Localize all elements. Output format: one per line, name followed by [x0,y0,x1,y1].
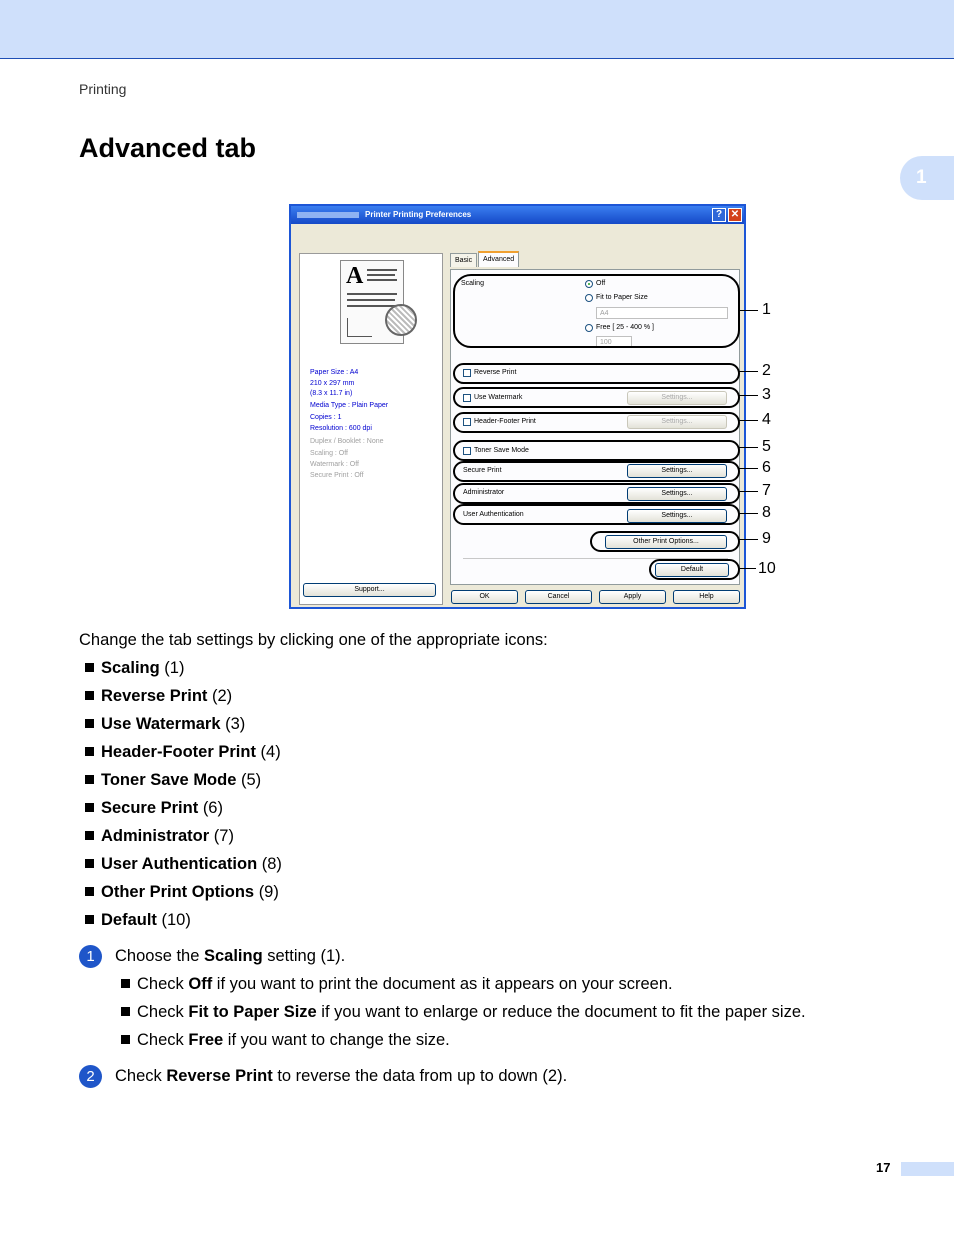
option-number: (6) [202,799,223,817]
list-item [85,743,282,771]
list-item [85,799,282,827]
preview-info-line: Duplex / Booklet : None [310,438,384,445]
close-icon[interactable]: ✕ [728,208,742,222]
option-name: Use Watermark [101,715,221,733]
user-authentication-label: User Authentication [463,511,524,518]
page-number-bar [901,1162,954,1176]
callout-leader [738,491,758,492]
chapter-tab: 1 [900,156,954,200]
callout-number: 6 [762,459,771,476]
substep: Check Free if you want to change the size. [121,1031,450,1050]
callout-leader [738,468,758,469]
step-text: Choose the Scaling setting (1). [115,947,346,965]
list-item [85,715,282,743]
callout-oval-7 [453,483,740,504]
help-button[interactable]: Help [673,590,740,604]
option-name: Secure Print [101,799,199,817]
page-number: 17 [876,1160,891,1175]
list-item [85,659,282,687]
fit-to-paper-label: Fit to Paper Size [596,294,648,301]
tab-advanced[interactable]: Advanced [478,251,519,267]
option-number: (4) [260,743,281,761]
option-name: Default [101,911,157,929]
callout-number: 10 [758,560,776,577]
options-list [85,659,282,939]
list-item [85,911,282,939]
free-scaling-value[interactable]: 100 [596,336,632,348]
callout-leader [738,513,758,514]
header-footer-settings-button[interactable]: Settings... [627,415,727,429]
reverse-print-label: Reverse Print [474,369,517,376]
apply-button[interactable]: Apply [599,590,666,604]
option-number: (7) [213,827,234,845]
step-number-badge: 2 [79,1065,102,1088]
list-item [85,855,282,883]
printer-preferences-dialog [289,204,746,609]
preview-pane [299,253,443,605]
option-number: (3) [225,715,246,733]
paper-size-select[interactable]: A4 [596,307,728,319]
preview-info-line: Copies : 1 [310,414,342,421]
secure-print-settings-button[interactable]: Settings... [627,464,727,478]
callout-number: 2 [762,362,771,379]
callout-oval-4 [453,412,740,433]
callout-leader [738,371,758,372]
callout-leader [738,310,758,311]
preview-info-line: Paper Size : A4 [310,369,359,376]
callout-number: 8 [762,504,771,521]
option-name: Scaling [101,659,160,677]
option-number: (9) [258,883,279,901]
option-number: (5) [241,771,262,789]
option-name: Other Print Options [101,883,255,901]
dialog-title: Printer Printing Preferences [365,210,472,219]
administrator-settings-button[interactable]: Settings... [627,487,727,501]
dialog-titlebar [291,206,744,224]
option-number: (2) [211,687,233,705]
toner-save-label: Toner Save Mode [474,447,529,454]
header-footer-label: Header-Footer Print [474,418,536,425]
preview-info-line: Secure Print : Off [310,472,364,479]
step-text: Check Reverse Print to reverse the data from up to down (2). [115,1067,568,1085]
intro-text: Change the tab settings by clicking one of the appropriate icons: [79,631,548,649]
callout-oval-5 [453,440,740,461]
default-button[interactable]: Default [655,563,729,577]
secure-print-label: Secure Print [463,467,502,474]
list-item [85,687,282,715]
callout-leader [738,447,758,448]
option-name: User Authentication [101,855,258,873]
callout-oval-6 [453,461,740,482]
option-number: (10) [161,911,191,929]
preview-info-line: Media Type : Plain Paper [310,402,389,409]
option-number: (1) [164,659,185,677]
callout-oval-8 [453,504,740,525]
callout-oval-9 [590,531,740,552]
callout-number: 7 [762,482,771,499]
callout-oval-10 [649,559,740,580]
preview-info-line: (8.3 x 11.7 in) [310,390,353,397]
running-head: Printing [79,81,127,97]
support-button[interactable]: Support... [303,583,436,597]
list-item [85,827,282,855]
callout-oval-1 [453,274,740,348]
cancel-button[interactable]: Cancel [525,590,592,604]
list-item [85,771,282,799]
callout-leader [738,539,758,540]
scaling-label: Scaling [461,280,484,287]
option-number: (8) [261,855,282,873]
callout-leader [738,568,756,569]
help-icon[interactable]: ? [712,208,726,222]
preview-info-line: 210 x 297 mm [310,380,355,387]
callout-number: 1 [762,301,771,318]
step-number-badge: 1 [79,945,102,968]
option-name: Reverse Print [101,687,208,705]
callout-oval-3 [453,387,740,408]
callout-number: 3 [762,386,771,403]
preview-info-line: Scaling : Off [310,450,349,457]
free-scaling-label: Free [ 25 - 400 % ] [596,324,654,331]
callout-leader [738,395,758,396]
scaling-off-label: Off [596,280,606,287]
header-band [0,0,954,59]
ok-button[interactable]: OK [451,590,518,604]
option-name: Administrator [101,827,210,845]
administrator-label: Administrator [463,489,505,496]
other-print-options-button[interactable]: Other Print Options... [605,535,727,549]
callout-number: 4 [762,411,771,428]
substep: Check Off if you want to print the document as it appears on your screen. [121,975,673,994]
list-item [85,883,282,911]
user-authentication-settings-button[interactable]: Settings... [627,509,727,523]
callout-oval-2 [453,363,740,384]
printer-name-blurred [297,212,359,218]
use-watermark-label: Use Watermark [474,394,523,401]
option-name: Header-Footer Print [101,743,256,761]
preview-info-line: Watermark : Off [310,461,360,468]
page-title: Advanced tab [79,133,257,163]
preview-info-line: Resolution : 600 dpi [310,425,372,432]
option-name: Toner Save Mode [101,771,237,789]
callout-number: 5 [762,438,771,455]
document-preview-icon: A [340,260,404,344]
callout-leader [738,420,758,421]
substep: Check Fit to Paper Size if you want to enlarge or reduce the document to fit the paper size. [121,1003,806,1022]
callout-number: 9 [762,530,771,547]
watermark-settings-button[interactable]: Settings... [627,391,727,405]
tab-basic[interactable]: Basic [450,253,477,267]
magnifier-icon [385,304,417,336]
